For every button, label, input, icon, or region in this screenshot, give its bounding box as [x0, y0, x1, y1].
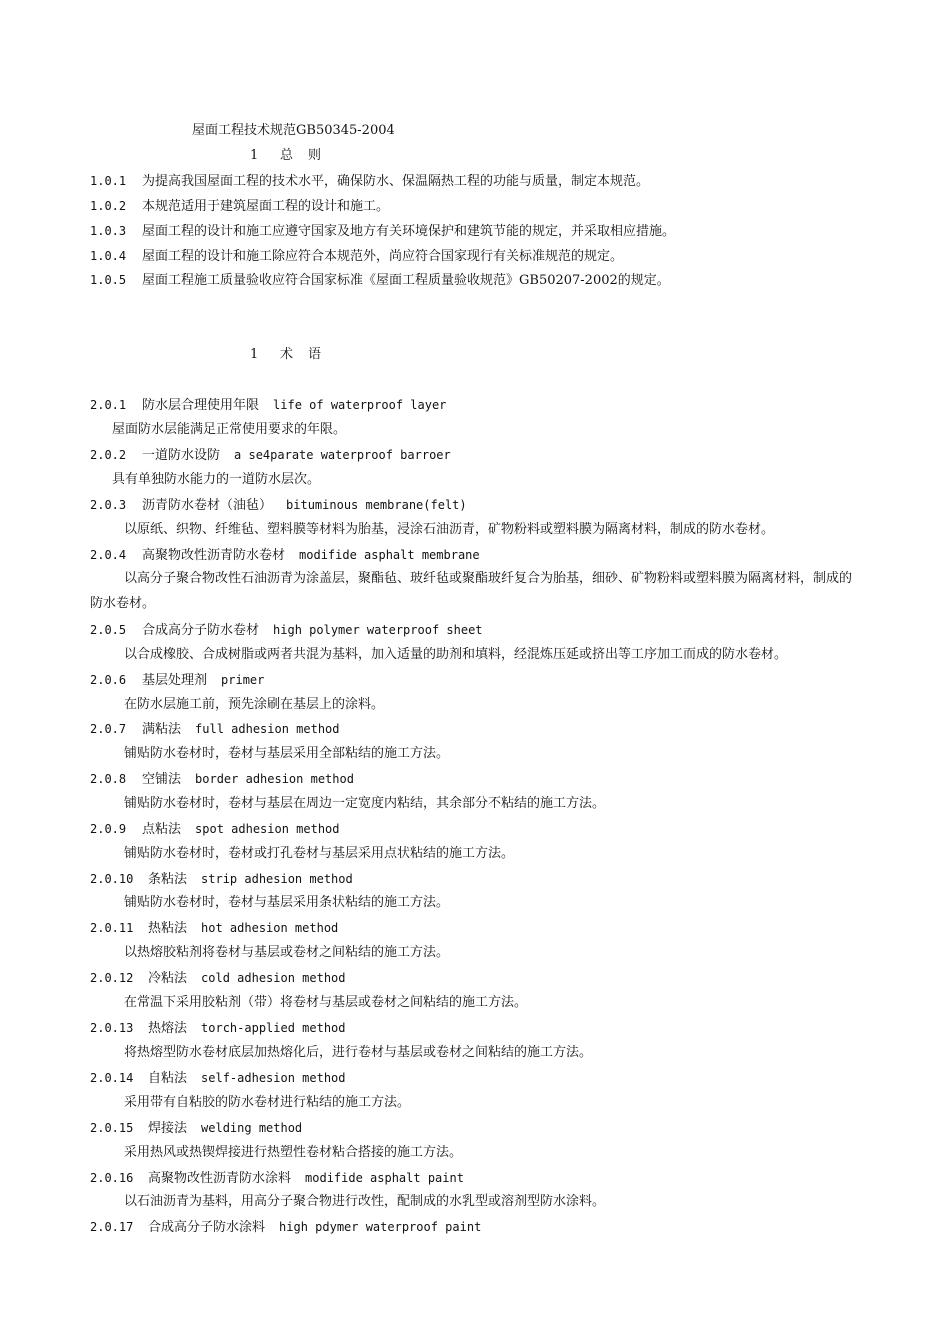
term-en: full adhesion method: [195, 722, 340, 736]
term-definition: 铺贴防水卷材时，卷材与基层采用全部粘结的施工方法。: [124, 746, 450, 761]
clause-number: 1.0.2: [90, 199, 127, 213]
term-number: 2.0.14: [90, 1071, 134, 1085]
term-number: 2.0.12: [90, 971, 134, 985]
term-cn: 满粘法: [142, 722, 182, 737]
term-cn: 合成高分子防水涂料: [148, 1220, 266, 1235]
term-cn: 基层处理剂: [142, 673, 208, 688]
term-number: 2.0.6: [90, 673, 127, 687]
term-en: torch-applied method: [201, 1021, 346, 1035]
term-heading: [90, 720, 864, 739]
term-definition: 铺贴防水卷材时，卷材与基层在周边一定宽度内粘结，其余部分不粘结的施工方法。: [124, 796, 606, 811]
term-definition: 屋面防水层能满足正常使用要求的年限。: [112, 422, 347, 437]
term-heading: [90, 870, 864, 889]
term-en: modifide asphalt paint: [305, 1171, 464, 1185]
term-en: cold adhesion method: [201, 971, 346, 985]
term-definition: 以热熔胶粘剂将卷材与基层或卷材之间粘结的施工方法。: [124, 945, 450, 960]
term-heading: [90, 1069, 864, 1088]
term-cn: 防水层合理使用年限: [142, 398, 260, 413]
term-cn: 一道防水设防: [142, 448, 221, 463]
term-cn: 热熔法: [148, 1021, 188, 1036]
term-en: strip adhesion method: [201, 872, 353, 886]
term-en: welding method: [201, 1121, 303, 1135]
clause-number: 1.0.1: [90, 174, 127, 188]
clause-number: 1.0.3: [90, 224, 127, 238]
chapter-1-heading: [250, 147, 321, 165]
term-en: hot adhesion method: [201, 921, 339, 935]
term-en: primer: [221, 673, 265, 687]
term-definition: 以合成橡胶、合成树脂或两者共混为基料，加入适量的助剂和填料，经混炼压延或挤出等工序加工而成的防水卷材。: [124, 647, 788, 662]
clause-text: 本规范适用于建筑屋面工程的设计和施工。: [142, 199, 390, 214]
clause-1-0-5: [90, 271, 864, 290]
term-heading: [90, 770, 864, 789]
term-heading: [90, 969, 864, 988]
term-heading: [90, 546, 864, 565]
document-title: 屋面工程技术规范GB50345-2004: [192, 123, 395, 138]
term-definition: 采用带有自粘胶的防水卷材进行粘结的施工方法。: [124, 1095, 411, 1110]
term-cn: 自粘法: [148, 1071, 188, 1086]
term-cn: 空铺法: [142, 772, 182, 787]
clause-number: 1.0.4: [90, 249, 127, 263]
term-cn: 热粘法: [148, 921, 188, 936]
clause-1-0-1: [90, 172, 864, 191]
term-number: 2.0.16: [90, 1171, 134, 1185]
term-number: 2.0.5: [90, 623, 127, 637]
term-definition: 铺贴防水卷材时，卷材与基层采用条状粘结的施工方法。: [124, 895, 450, 910]
term-number: 2.0.4: [90, 548, 127, 562]
term-definition: 以高分子聚合物改性石油沥青为涂盖层，聚酯毡、玻纤毡或聚酯玻纤复合为胎基，细砂、矿物粉料或塑料膜为隔离材料，制成的防水卷材。: [90, 571, 853, 611]
term-definition: 在防水层施工前，预先涂刷在基层上的涂料。: [124, 697, 385, 712]
term-heading: [90, 820, 864, 839]
term-number: 2.0.17: [90, 1220, 134, 1234]
term-definition: 铺贴防水卷材时，卷材或打孔卷材与基层采用点状粘结的施工方法。: [124, 846, 515, 861]
term-cn: 沥青防水卷材（油毡）: [142, 498, 273, 513]
term-cn: 合成高分子防水卷材: [142, 623, 260, 638]
term-en: spot adhesion method: [195, 822, 340, 836]
term-number: 2.0.11: [90, 921, 134, 935]
term-definition: 具有单独防水能力的一道防水层次。: [112, 472, 321, 487]
term-cn: 冷粘法: [148, 971, 188, 986]
term-heading: [90, 671, 864, 690]
term-number: 2.0.1: [90, 398, 127, 412]
term-number: 2.0.8: [90, 772, 127, 786]
term-en: modifide asphalt membrane: [299, 548, 480, 562]
term-heading: [90, 446, 864, 465]
chapter-title-char: 总: [280, 148, 294, 163]
term-definition: 采用热风或热锲焊接进行热塑性卷材粘合搭接的施工方法。: [124, 1145, 463, 1160]
chapter-title-char: 术: [280, 347, 294, 362]
term-en: a se4parate waterproof barroer: [234, 448, 451, 462]
clause-1-0-3: [90, 222, 864, 241]
term-heading: [90, 1218, 864, 1237]
term-definition: 在常温下采用胶粘剂（带）将卷材与基层或卷材之间粘结的施工方法。: [124, 995, 528, 1010]
term-number: 2.0.9: [90, 822, 127, 836]
clause-1-0-4: [90, 247, 864, 266]
chapter-title-char: 语: [308, 347, 322, 362]
clause-text: 为提高我国屋面工程的技术水平，确保防水、保温隔热工程的功能与质量，制定本规范。: [142, 174, 650, 189]
term-number: 2.0.10: [90, 872, 134, 886]
term-number: 2.0.15: [90, 1121, 134, 1135]
chapter-2-heading: [250, 346, 321, 364]
term-en: high polymer waterproof sheet: [273, 623, 483, 637]
term-cn: 点粘法: [142, 822, 182, 837]
term-en: border adhesion method: [195, 772, 354, 786]
term-cn: 高聚物改性沥青防水卷材: [142, 548, 286, 563]
term-cn: 焊接法: [148, 1121, 188, 1136]
term-cn: 条粘法: [148, 872, 188, 887]
clause-text: 屋面工程施工质量验收应符合国家标准《屋面工程质量验收规范》GB50207-2002的规定。: [142, 273, 670, 288]
clause-text: 屋面工程的设计和施工应遵守国家及地方有关环境保护和建筑节能的规定，并采取相应措施。: [142, 224, 676, 239]
clause-text: 屋面工程的设计和施工除应符合本规范外，尚应符合国家现行有关标准规范的规定。: [142, 249, 624, 264]
term-en: life of waterproof layer: [273, 398, 447, 412]
term-cn: 高聚物改性沥青防水涂料: [148, 1171, 292, 1186]
term-heading: [90, 1119, 864, 1138]
clause-1-0-2: [90, 197, 864, 216]
chapter-title-char: 则: [308, 148, 322, 163]
chapter-number: 1: [250, 148, 259, 163]
term-number: 2.0.13: [90, 1021, 134, 1035]
term-number: 2.0.3: [90, 498, 127, 512]
term-en: bituminous membrane(felt): [286, 498, 467, 512]
term-en: high pdymer waterproof paint: [279, 1220, 482, 1234]
term-number: 2.0.2: [90, 448, 127, 462]
term-heading: [90, 1019, 864, 1038]
term-definition: 以原纸、织物、纤维毡、塑料膜等材料为胎基，浸涂石油沥青，矿物粉料或塑料膜为隔离材料，制成的防水卷材。: [124, 522, 775, 537]
term-heading: [90, 496, 864, 515]
term-heading: [90, 919, 864, 938]
term-definition: 以石油沥青为基料，用高分子聚合物进行改性，配制成的水乳型或溶剂型防水涂料。: [124, 1194, 606, 1209]
term-heading: [90, 621, 864, 640]
term-heading: [90, 396, 864, 415]
term-number: 2.0.7: [90, 722, 127, 736]
term-heading: [90, 1169, 864, 1188]
term-en: self-adhesion method: [201, 1071, 346, 1085]
clause-number: 1.0.5: [90, 273, 127, 287]
chapter-number: 1: [250, 347, 259, 362]
term-definition: 将热熔型防水卷材底层加热熔化后，进行卷材与基层或卷材之间粘结的施工方法。: [124, 1045, 593, 1060]
